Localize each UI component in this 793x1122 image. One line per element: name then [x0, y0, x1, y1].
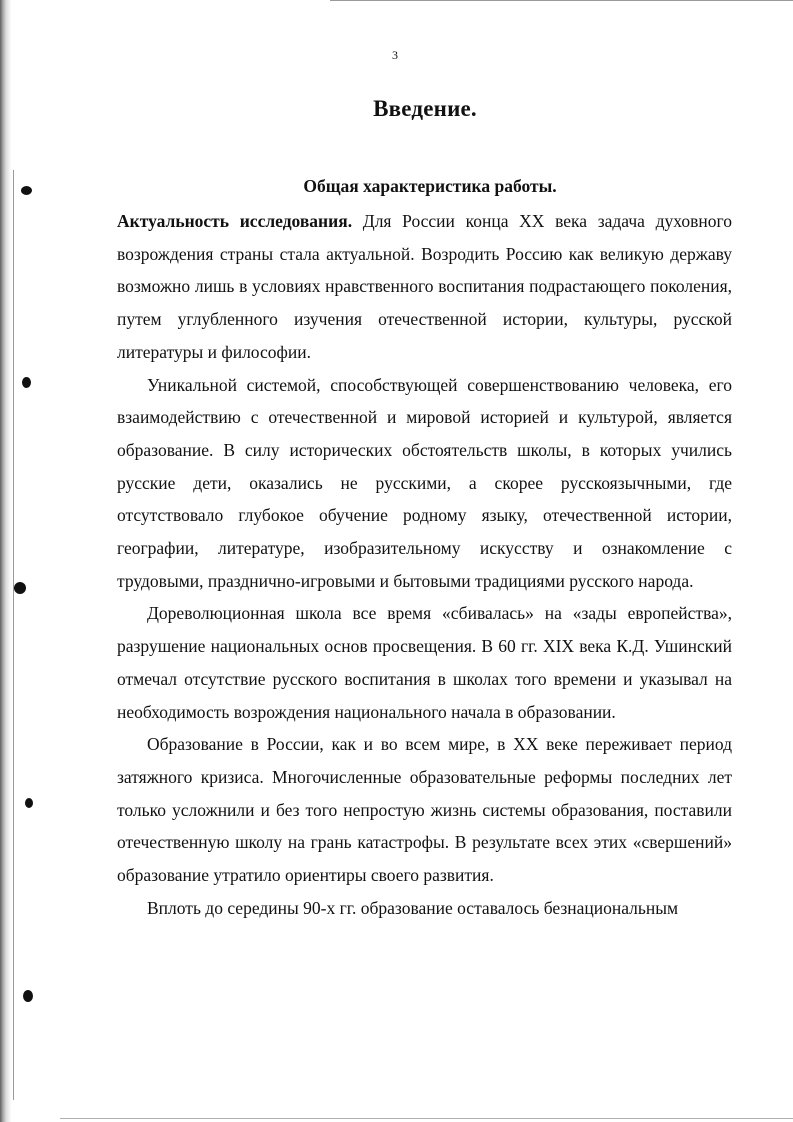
paragraph-lead: Актуальность исследования. — [117, 211, 353, 231]
body-text — [117, 205, 732, 924]
page-number: 3 — [392, 48, 398, 62]
paragraph-text: Для России конца XX века задача духовного возрождения страны стала актуальной. Возродить Россию как великую державу возможно лишь в условиях нравственного воспитания подрастающего поколения, путем углубленного изучения отечественной истории, культуры, русской литературы и философии. — [117, 211, 732, 362]
paragraph: Уникальной системой, способствующей совершенствованию человека, его взаимодействию с отечественной и мировой историей и культурой, является образование. В силу исторических обстоятельств школы, в которых учились русские дети, оказались не русскими, а скорее русскоязычными, где отсутствовало глубокое обучение родному языку, отечественной истории, географии, литературе, изобразительному искусству и ознакомление с трудовыми, празднично-игровыми и бытовыми традициями русского народа. — [117, 374, 732, 591]
binding-hole-mark — [23, 990, 33, 1002]
binding-hole-mark — [22, 377, 31, 388]
section-subtitle: Общая характеристика работы. — [303, 176, 557, 196]
paragraph: Вплоть до середины 90-х гг. образование оставалось безнациональным — [147, 897, 679, 918]
scan-top-line — [330, 0, 793, 1]
paragraph: Образование в России, как и во всем мире, в XX веке переживает период затяжного кризиса. Многочисленные образовательные реформы последних лет только усложнили и без того непростую жизнь системы образования, поставили отечественную школу на грань катастрофы. В результате всех этих «свершений» образование утратило ориентиры своего развития. — [117, 734, 732, 886]
scan-edge-line — [13, 170, 14, 1100]
page-title: Введение. — [373, 96, 477, 121]
binding-hole-mark — [25, 798, 33, 808]
scan-bottom-line — [60, 1118, 793, 1119]
paragraph-relevance — [117, 205, 732, 369]
paragraph: Дореволюционная школа все время «сбивалась» на «зады европейства», разрушение национальных основ просвещения. В 60 гг. XIX века К.Д. Ушинский отмечал отсутствие русского воспитания в школах того времени и указывал на необходимость возрождения национального начала в образовании. — [117, 603, 732, 722]
scan-edge-shadow — [0, 0, 12, 1122]
binding-hole-mark — [14, 582, 26, 594]
